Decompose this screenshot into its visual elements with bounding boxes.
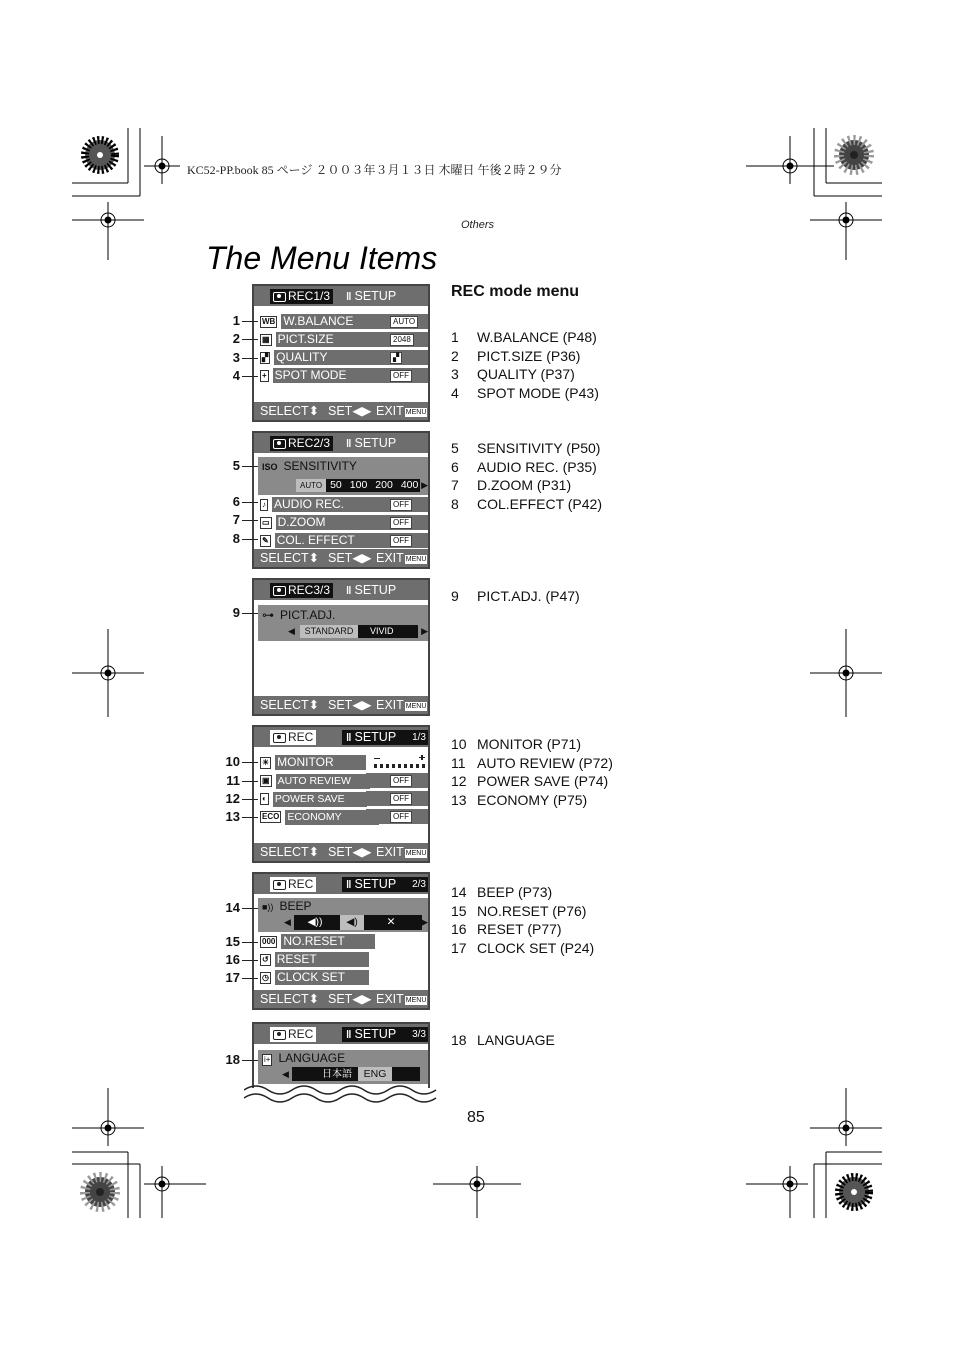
pict-adj-label: PICT.ADJ. [280, 608, 336, 622]
arrow-left-icon[interactable]: ◀ [282, 1069, 289, 1079]
tab-setup[interactable] [342, 289, 430, 304]
page-title: The Menu Items [206, 240, 438, 276]
beep-block[interactable] [258, 898, 428, 932]
tab-setup[interactable] [342, 1027, 430, 1042]
rec-mode-heading: REC mode menu [451, 283, 580, 300]
value-cell [366, 791, 430, 806]
option-200[interactable]: 200 [375, 479, 393, 491]
list-item-number: 1 [451, 329, 459, 345]
tab-setup-label: SETUP [354, 583, 397, 597]
screen-footer: SELECT⬍ SET◀▶ EXIT MENU [254, 843, 428, 861]
language-label: LANGUAGE [278, 1051, 346, 1065]
value-cell [366, 332, 430, 347]
footer-select: SELECT [260, 404, 309, 418]
iso-icon: ISO [262, 462, 278, 472]
section-label: Others [461, 219, 495, 231]
item-list-6 [451, 1031, 555, 1050]
camera-icon [273, 1030, 286, 1040]
monitor-level-scale[interactable] [366, 755, 430, 770]
list-item-number: 8 [451, 495, 459, 512]
menu-badge: MENU [405, 997, 427, 1004]
list-item-number: 11 [451, 754, 466, 771]
list-item-text: CLOCK SET (P24) [477, 939, 595, 956]
option-japanese[interactable]: 日本語 [322, 1069, 352, 1080]
list-item-text: BEEP (P73) [477, 884, 553, 900]
option-50[interactable]: 50 [330, 479, 342, 491]
value-cell [366, 533, 430, 548]
footer-select: SELECT [260, 698, 309, 712]
list-item [451, 939, 594, 958]
camera-icon [273, 880, 286, 890]
option-100[interactable]: 100 [349, 479, 368, 491]
screen-footer: SELECT⬍ SET◀▶ EXIT MENU [254, 549, 428, 567]
footer-select: SELECT [260, 845, 309, 859]
list-item-text: AUTO REVIEW (P72) [477, 754, 613, 771]
item-list-5 [451, 883, 594, 957]
menu-screen-rec-1 [252, 284, 430, 422]
list-item [451, 754, 613, 773]
menu-screen-setup-2 [252, 872, 430, 1010]
tab-bar [254, 1024, 428, 1044]
tab-rec-label: REC2/3 [288, 436, 331, 450]
callout-number: 5 [232, 458, 240, 473]
no-reset-icon: 000 [262, 937, 276, 946]
arrow-right-icon[interactable]: ▶ [421, 626, 428, 636]
list-item-number: 3 [451, 366, 459, 383]
item-list-3 [451, 587, 580, 606]
page-number: 85 [467, 1109, 485, 1126]
menu-item-label: QUALITY [274, 350, 368, 365]
setup-icon: ǁ [346, 732, 352, 744]
menu-item-label: RESET [275, 952, 369, 967]
monitor-level-icon [366, 755, 430, 770]
item-list-2 [451, 439, 602, 513]
menu-item-label: NO.RESET [281, 934, 375, 949]
menu-screen-setup-1 [252, 725, 430, 863]
camera-icon [273, 733, 286, 743]
menu-item-label: COL. EFFECT [275, 533, 369, 548]
list-item-number: 10 [451, 736, 467, 752]
brightness-icon: ☀ [262, 758, 270, 767]
menu-item-label: CLOCK SET [275, 970, 369, 985]
menu-item-audio-rec[interactable] [260, 497, 366, 512]
option-auto[interactable]: AUTO [296, 479, 326, 492]
item-list-1 [451, 328, 599, 402]
footer-set: SET [328, 992, 353, 1006]
menu-item-col-effect[interactable] [260, 533, 369, 548]
menu-item-economy[interactable] [260, 809, 379, 824]
list-item [451, 365, 599, 384]
value-badge: ▞ [390, 352, 402, 364]
callout-number: 1 [232, 313, 240, 328]
setup-page-indicator: 1/3 [412, 732, 426, 743]
option-english[interactable]: ENG [358, 1067, 392, 1081]
list-item-number: 5 [451, 440, 459, 456]
value-badge: 2048 [390, 334, 414, 346]
spot-mode-icon: + [262, 371, 267, 380]
list-item [451, 439, 602, 458]
list-item [451, 772, 613, 791]
value-cell [366, 809, 430, 824]
list-item-number: 7 [451, 477, 459, 494]
menu-badge: MENU [405, 850, 427, 857]
callout-number: 14 [225, 900, 240, 915]
list-item-number: 9 [451, 588, 459, 604]
tab-bar [254, 433, 428, 453]
list-item [451, 1031, 555, 1050]
tab-bar [254, 580, 428, 600]
menu-item-label: ECONOMY [285, 810, 379, 825]
list-item-text: NO.RESET (P76) [477, 902, 587, 919]
list-item-number: 12 [451, 773, 467, 790]
list-item-text: SENSITIVITY (P50) [477, 440, 601, 456]
tab-setup[interactable] [342, 436, 430, 451]
eco-icon: ECO [262, 812, 280, 821]
sensitivity-block[interactable] [258, 457, 428, 495]
callout-number: 16 [225, 952, 240, 967]
setup-page-indicator: 3/3 [412, 1029, 426, 1040]
menu-item-label: W.BALANCE [281, 314, 375, 329]
language-block[interactable] [258, 1050, 428, 1084]
list-item-text: MONITOR (P71) [477, 736, 581, 752]
arrow-right-icon[interactable]: ▶ [421, 917, 428, 927]
menu-item-monitor[interactable] [260, 755, 369, 770]
callout-number: 15 [225, 934, 240, 949]
tab-setup-label: SETUP [354, 730, 397, 744]
list-item [451, 902, 594, 921]
menu-screen-rec-3 [252, 578, 430, 716]
value-cell [366, 350, 430, 365]
callout-number: 2 [232, 331, 240, 346]
value-cell [366, 497, 430, 512]
callout-number: 18 [225, 1052, 240, 1067]
tab-rec[interactable] [270, 583, 333, 598]
tab-rec[interactable] [270, 877, 316, 892]
tab-setup-label: SETUP [354, 1027, 397, 1041]
list-item-text: QUALITY (P37) [477, 366, 575, 383]
list-item-number: 16 [451, 921, 467, 938]
language-icon: i+ [264, 1055, 271, 1064]
language-options[interactable] [292, 1067, 420, 1081]
list-item-number: 18 [451, 1032, 467, 1048]
callout-number: 8 [232, 531, 240, 546]
beep-mute-icon[interactable]: ✕ [386, 916, 396, 928]
list-item [451, 735, 613, 754]
callout-number: 7 [232, 512, 240, 527]
footer-set: SET [328, 845, 353, 859]
arrow-left-icon[interactable]: ◀ [284, 917, 291, 927]
option-standard[interactable]: STANDARD [300, 625, 358, 638]
menu-item-label: POWER SAVE [273, 792, 367, 807]
speaker-icon: ■)) [262, 902, 274, 912]
list-item-text: W.BALANCE (P48) [477, 329, 597, 345]
setup-icon: ǁ [346, 291, 352, 303]
tab-rec[interactable] [270, 730, 316, 745]
list-item [451, 920, 594, 939]
menu-badge: MENU [405, 703, 427, 710]
menu-screen-setup-3 [252, 1022, 430, 1088]
setup-icon: ǁ [346, 879, 352, 891]
list-item-number: 15 [451, 902, 467, 919]
list-item-text: LANGUAGE [477, 1032, 555, 1048]
clock-icon: ◷ [262, 973, 269, 982]
callout-number: 3 [232, 350, 240, 365]
callout-number: 10 [225, 754, 240, 769]
zoom-icon: ▭ [262, 518, 270, 527]
callout-number: 9 [232, 605, 240, 620]
camera-icon [273, 439, 286, 449]
list-item-text: POWER SAVE (P74) [477, 773, 609, 790]
screen-footer: SELECT⬍ SET◀▶ EXIT MENU [254, 402, 428, 420]
footer-exit: EXIT [376, 698, 404, 712]
tab-rec[interactable] [270, 436, 333, 451]
screen-footer: SELECT⬍ SET◀▶ EXIT MENU [254, 696, 428, 714]
beep-low-icon[interactable]: ◀) [340, 915, 364, 930]
list-item [451, 883, 594, 902]
beep-label: BEEP [279, 899, 312, 913]
tab-rec-label: REC1/3 [288, 289, 331, 303]
callout-number: 6 [232, 494, 240, 509]
callout-number: 13 [225, 809, 240, 824]
list-item-text: SPOT MODE (P43) [477, 384, 599, 401]
callout-number: 4 [232, 368, 240, 383]
menu-item-power-save[interactable] [260, 791, 367, 806]
wrench-icon: ⊶ [262, 608, 274, 622]
tab-setup-label: SETUP [354, 289, 397, 303]
camera-icon [273, 292, 286, 302]
value-badge: OFF [390, 535, 412, 547]
footer-exit: EXIT [376, 992, 404, 1006]
tab-setup[interactable] [342, 583, 430, 598]
tab-setup[interactable] [342, 730, 430, 745]
list-item-text: PICT.ADJ. (P47) [477, 588, 580, 604]
option-400[interactable]: 400 [400, 479, 419, 491]
color-effect-icon: ✎ [262, 536, 269, 545]
tab-rec-label: REC [288, 1027, 314, 1041]
list-item-number: 4 [451, 384, 459, 401]
setup-icon: ǁ [346, 438, 352, 450]
pict-adj-options[interactable] [300, 625, 418, 638]
sensitivity-options[interactable] [296, 479, 420, 492]
menu-item-spot-mode[interactable] [260, 368, 367, 383]
menu-item-auto-review[interactable] [260, 773, 370, 788]
quality-icon: ▞ [262, 353, 269, 362]
book-header-line: KC52-PP.book 85 ページ ２００３年３月１３日 木曜日 午後２時２９分 [187, 163, 562, 177]
pict-size-icon: ▦ [262, 335, 270, 344]
footer-exit: EXIT [376, 404, 404, 418]
list-item-number: 2 [451, 347, 459, 364]
footer-set: SET [328, 404, 353, 418]
pict-adj-block[interactable] [258, 605, 428, 641]
menu-item-label: AUTO REVIEW [276, 774, 370, 789]
list-item-text: D.ZOOM (P31) [477, 477, 572, 494]
list-item-number: 14 [451, 884, 467, 900]
tab-rec-label: REC [288, 730, 314, 744]
setup-icon: ǁ [346, 585, 352, 597]
footer-set: SET [328, 551, 353, 565]
tab-rec-label: REC [288, 877, 314, 891]
list-item-text: PICT.SIZE (P36) [477, 347, 581, 364]
wb-icon: WB [262, 317, 276, 326]
tab-setup-label: SETUP [354, 877, 397, 891]
value-badge: OFF [390, 499, 412, 511]
tab-rec[interactable] [270, 1027, 316, 1042]
list-item [451, 458, 602, 477]
tab-bar [254, 727, 428, 747]
callout-number: 12 [225, 791, 240, 806]
callout-number: 17 [225, 970, 240, 985]
list-item-number: 6 [451, 458, 459, 475]
microphone-icon: ♪ [262, 500, 266, 509]
tab-setup-label: SETUP [354, 436, 397, 450]
list-item-text: RESET (P77) [477, 921, 562, 938]
tab-bar [254, 874, 428, 894]
menu-item-label: D.ZOOM [276, 515, 370, 530]
value-cell [366, 368, 430, 383]
value-badge: OFF [390, 775, 412, 787]
camera-icon [273, 586, 286, 596]
item-list-4 [451, 735, 613, 809]
beep-high-icon[interactable]: ◀)) [307, 916, 323, 928]
menu-item-label: PICT.SIZE [276, 332, 370, 347]
footer-exit: EXIT [376, 551, 404, 565]
sensitivity-label: SENSITIVITY [283, 459, 357, 473]
setup-page-indicator: 2/3 [412, 879, 426, 890]
footer-set: SET [328, 698, 353, 712]
tab-setup[interactable] [342, 877, 430, 892]
list-item-number: 17 [451, 939, 467, 956]
tab-rec-label: REC3/3 [288, 583, 331, 597]
beep-options[interactable] [294, 915, 422, 930]
value-badge: AUTO [390, 316, 418, 328]
reset-icon: ↺ [262, 955, 269, 964]
setup-icon: ǁ [346, 1029, 352, 1041]
value-badge: OFF [390, 793, 412, 805]
menu-item-label: AUDIO REC. [272, 497, 366, 512]
value-badge: OFF [390, 517, 412, 529]
menu-screen-rec-2 [252, 431, 430, 569]
list-item-text: COL.EFFECT (P42) [477, 495, 602, 512]
power-save-icon: ◐ [262, 794, 267, 803]
menu-item-label: SPOT MODE [273, 368, 367, 383]
list-item [451, 587, 580, 606]
value-cell [366, 773, 430, 788]
menu-item-quality[interactable] [260, 350, 368, 365]
list-item-text: ECONOMY (P75) [477, 791, 588, 808]
footer-exit: EXIT [376, 845, 404, 859]
menu-item-reset[interactable] [260, 952, 369, 967]
menu-item-no-reset[interactable] [260, 934, 375, 949]
menu-badge: MENU [405, 556, 427, 563]
list-item [451, 328, 599, 347]
tab-rec[interactable] [270, 289, 333, 304]
torn-edge-wave [244, 1084, 440, 1106]
list-item [451, 495, 602, 514]
callout-number: 11 [226, 773, 240, 788]
list-item [451, 791, 613, 810]
menu-item-w-balance[interactable] [260, 314, 375, 329]
menu-badge: MENU [405, 409, 427, 416]
list-item-text: AUDIO REC. (P35) [477, 458, 597, 475]
tab-bar [254, 286, 428, 306]
value-badge: OFF [390, 370, 412, 382]
option-vivid[interactable]: VIVID [370, 626, 394, 636]
value-cell [366, 515, 430, 530]
list-item [451, 384, 599, 403]
menu-item-clock-set[interactable] [260, 970, 369, 985]
footer-select: SELECT [260, 992, 309, 1006]
arrow-right-icon[interactable]: ▶ [421, 480, 428, 490]
screen-footer: SELECT⬍ SET◀▶ EXIT MENU [254, 990, 428, 1008]
menu-item-label: MONITOR [275, 755, 369, 770]
auto-review-icon: ▣ [262, 776, 270, 785]
value-cell [366, 314, 430, 329]
list-item-number: 13 [451, 791, 467, 808]
arrow-left-icon[interactable]: ◀ [288, 626, 295, 636]
footer-select: SELECT [260, 551, 309, 565]
menu-item-d-zoom[interactable] [260, 515, 370, 530]
value-badge: OFF [390, 811, 412, 823]
list-item [451, 347, 599, 366]
list-item [451, 476, 602, 495]
menu-item-pict-size[interactable] [260, 332, 370, 347]
